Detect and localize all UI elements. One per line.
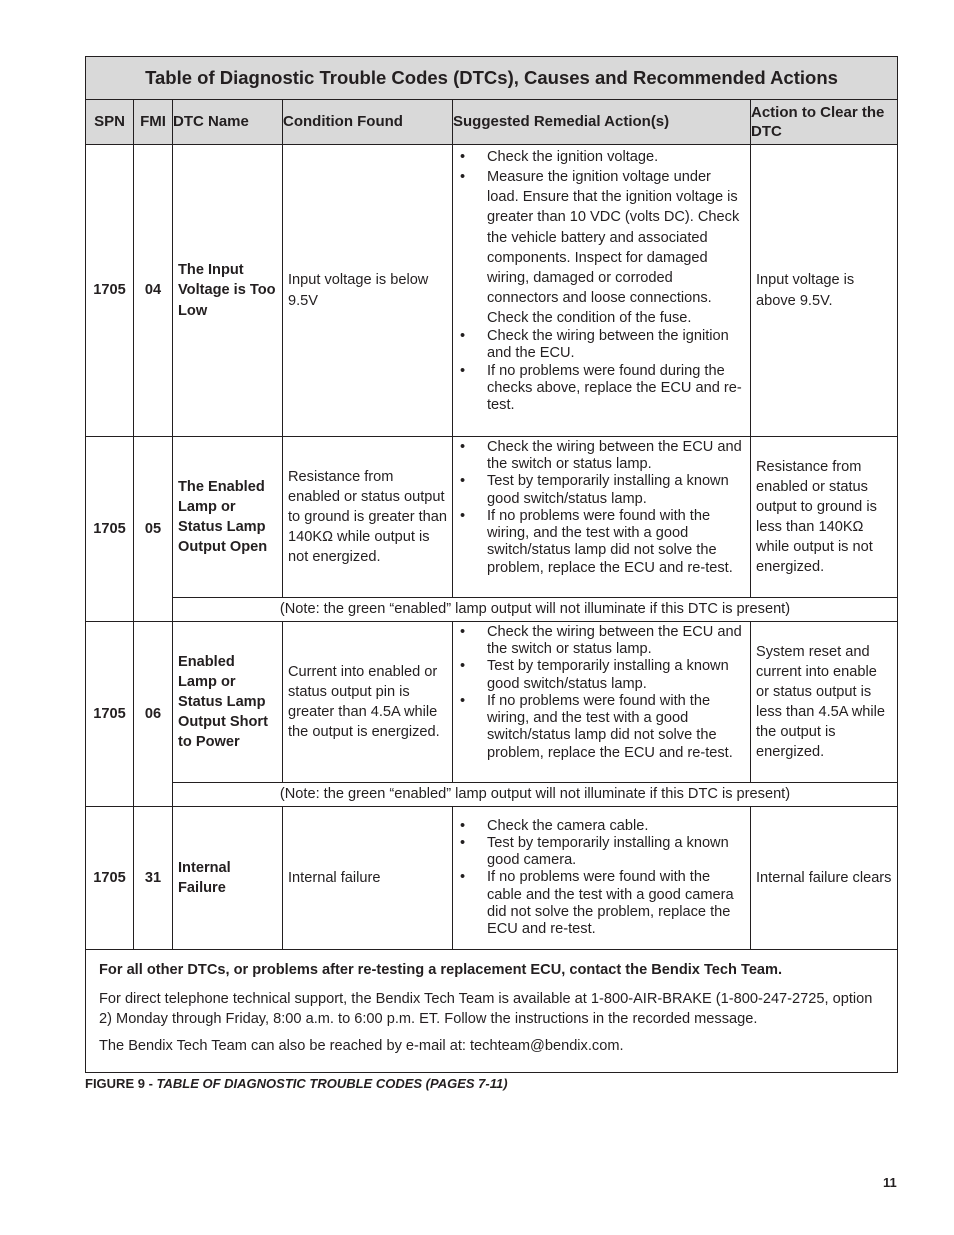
header-spn: SPN	[86, 100, 134, 145]
cell-clear-action: Input voltage is above 9.5V.	[751, 145, 898, 437]
dtc-table	[85, 56, 898, 1073]
cell-dtc-name: Internal Failure	[173, 807, 283, 950]
action-item: • Test by temporarily installing a known good switch/status lamp.	[457, 473, 746, 507]
footer-email-info: The Bendix Tech Team can also be reached by e-mail at: techteam@bendix.com.	[99, 1038, 624, 1055]
cell-spn: 1705	[86, 437, 134, 622]
action-item: • Measure the ignition voltage under load. Ensure that the ignition voltage is greater than 10 VDC (volts DC). Check the vehicle battery and associated components. Inspect for damaged wiring, damaged or corroded connectors and loose connections. Check the condition of the fuse.	[457, 167, 746, 328]
cell-clear-action: System reset and current into enable or status output is less than 4.5A while the output is energized.	[751, 622, 898, 783]
note-row	[86, 598, 898, 622]
cell-clear-action: Internal failure clears	[751, 807, 898, 950]
note-row	[86, 783, 898, 807]
action-list	[457, 147, 746, 414]
cell-actions	[453, 437, 751, 598]
caption-title: TABLE OF DIAGNOSTIC TROUBLE CODES (PAGES 7-11)	[156, 1076, 508, 1091]
action-item: • If no problems were found during the checks above, replace the ECU and re-test.	[457, 363, 746, 415]
footer-row	[86, 950, 898, 1073]
figure-caption	[85, 1076, 508, 1091]
header-remedial-action: Suggested Remedial Action(s)	[453, 100, 751, 145]
table-title-row	[86, 57, 898, 100]
cell-spn: 1705	[86, 622, 134, 807]
action-item: • Test by temporarily installing a known good camera.	[457, 835, 746, 869]
cell-condition: Resistance from enabled or status output to ground is greater than 140KΩ while output is not energized.	[283, 437, 453, 598]
cell-actions	[453, 145, 751, 437]
action-item: • Check the ignition voltage.	[457, 147, 746, 167]
header-fmi: FMI	[134, 100, 173, 145]
action-list	[457, 624, 746, 762]
cell-condition: Internal failure	[283, 807, 453, 950]
cell-condition: Current into enabled or status output pin is greater than 4.5A while the output is energized.	[283, 622, 453, 783]
footer-contact-heading: For all other DTCs, or problems after re-testing a replacement ECU, contact the Bendix Tech Team.	[99, 962, 783, 978]
cell-actions	[453, 622, 751, 783]
header-dtc-name: DTC Name	[173, 100, 283, 145]
cell-dtc-name: Enabled Lamp or Status Lamp Output Short to Power	[173, 622, 283, 783]
action-item: • Test by temporarily installing a known good switch/status lamp.	[457, 658, 746, 692]
cell-clear-action: Resistance from enabled or status output to ground is less than 140KΩ while output is not energized.	[751, 437, 898, 598]
action-list	[457, 439, 746, 577]
cell-fmi: 04	[134, 145, 173, 437]
cell-condition: Input voltage is below 9.5V	[283, 145, 453, 437]
table-header-row	[86, 100, 898, 145]
action-item: • Check the wiring between the ignition and the ECU.	[457, 328, 746, 362]
table-title: Table of Diagnostic Trouble Codes (DTCs), Causes and Recommended Actions	[86, 57, 898, 100]
cell-spn: 1705	[86, 145, 134, 437]
footer-cell	[86, 950, 898, 1073]
action-item: • If no problems were found with the cable and the test with a good camera did not solve the problem, replace the ECU and re-test.	[457, 869, 746, 938]
action-item: • If no problems were found with the wiring, and the test with a good switch/status lamp did not solve the problem, replace the ECU and re-test.	[457, 693, 746, 762]
cell-actions	[453, 807, 751, 950]
table-row	[86, 622, 898, 783]
action-item: • Check the wiring between the ECU and the switch or status lamp.	[457, 439, 746, 473]
action-item: • If no problems were found with the wiring, and the test with a good switch/status lamp did not solve the problem, replace the ECU and re-test.	[457, 508, 746, 577]
caption-label: FIGURE 9 -	[85, 1076, 157, 1091]
cell-fmi: 06	[134, 622, 173, 807]
table-note: (Note: the green “enabled” lamp output will not illuminate if this DTC is present)	[173, 598, 898, 622]
header-condition-found: Condition Found	[283, 100, 453, 145]
table-row	[86, 437, 898, 598]
footer-phone-info: For direct telephone technical support, the Bendix Tech Team is available at 1-800-AIR-BRAKE (1-800-247-2725, option 2) Monday through Friday, 8:00 a.m. to 6:00 p.m. ET. Follow the instructions in the recorded message.	[99, 991, 873, 1028]
action-list	[457, 818, 746, 939]
header-action-to-clear: Action to Clear the DTC	[751, 100, 898, 145]
cell-dtc-name: The Enabled Lamp or Status Lamp Output Open	[173, 437, 283, 598]
page-number: 11	[883, 1175, 897, 1190]
cell-fmi: 31	[134, 807, 173, 950]
cell-dtc-name: The Input Voltage is Too Low	[173, 145, 283, 437]
cell-fmi: 05	[134, 437, 173, 622]
action-item: • Check the wiring between the ECU and the switch or status lamp.	[457, 624, 746, 658]
cell-spn: 1705	[86, 807, 134, 950]
action-item: • Check the camera cable.	[457, 818, 746, 835]
table-row	[86, 145, 898, 437]
table-note: (Note: the green “enabled” lamp output will not illuminate if this DTC is present)	[173, 783, 898, 807]
table-row	[86, 807, 898, 950]
